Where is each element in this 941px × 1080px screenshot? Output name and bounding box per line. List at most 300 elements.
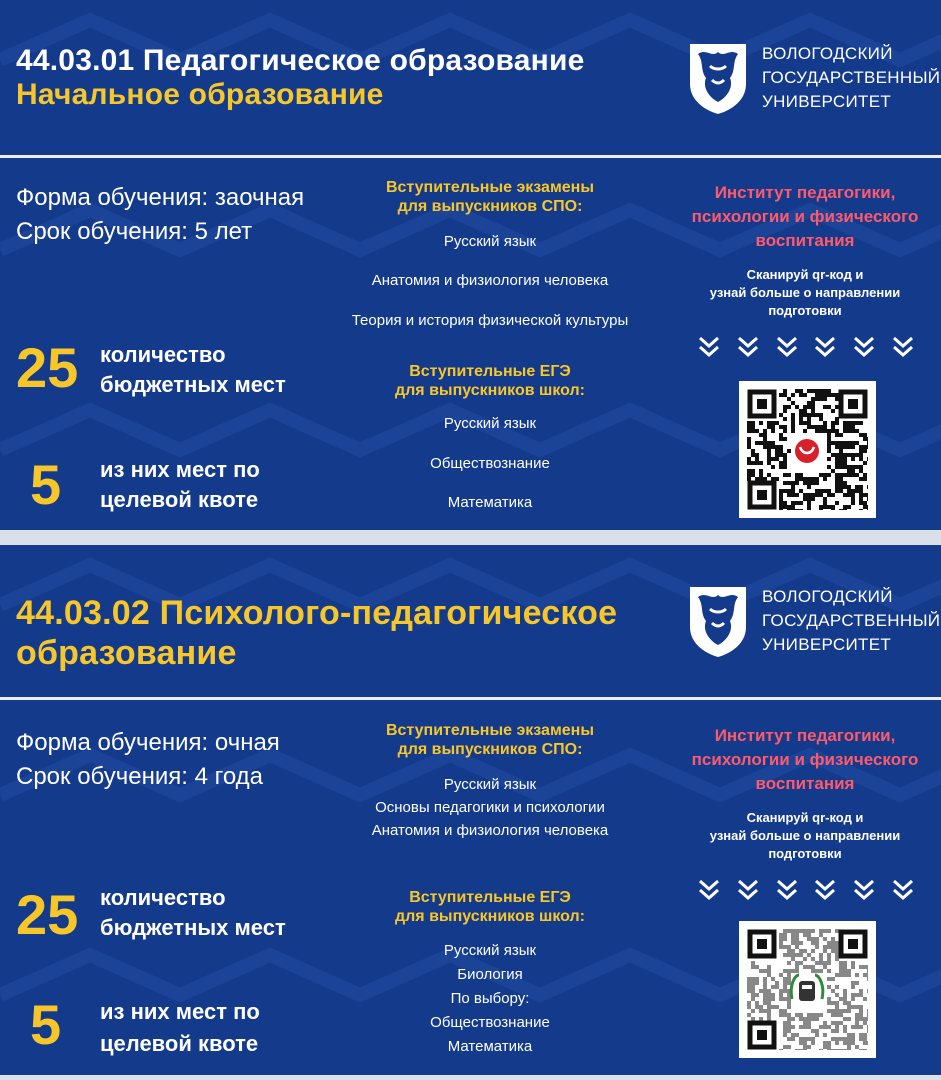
qr-module bbox=[807, 425, 811, 429]
qr-module bbox=[783, 425, 787, 429]
qr-module bbox=[811, 1013, 815, 1017]
qr-module bbox=[779, 997, 783, 1001]
qr-module bbox=[831, 453, 835, 457]
qr-module bbox=[747, 421, 751, 425]
qr-module bbox=[839, 473, 843, 477]
qr-module bbox=[867, 989, 868, 993]
qr-module bbox=[803, 481, 807, 485]
chevron-down-icon bbox=[812, 334, 838, 360]
qr-module bbox=[823, 1045, 827, 1049]
qr-module bbox=[859, 445, 863, 449]
chevrons-row bbox=[696, 877, 916, 905]
qr-module bbox=[831, 941, 835, 945]
qr-module bbox=[839, 433, 843, 437]
qr-module bbox=[851, 457, 855, 461]
qr-module bbox=[851, 489, 855, 493]
qr-module bbox=[851, 993, 855, 997]
qr-module bbox=[799, 509, 803, 510]
qr-module bbox=[863, 449, 867, 453]
qr-module bbox=[795, 1049, 799, 1050]
qr-module bbox=[747, 457, 751, 461]
qr-module bbox=[795, 937, 799, 941]
qr-module bbox=[835, 481, 839, 485]
qr-module bbox=[803, 929, 807, 933]
qr-module bbox=[791, 481, 795, 485]
qr-module bbox=[807, 1025, 811, 1029]
qr-module bbox=[851, 469, 855, 473]
qr-module bbox=[815, 1033, 819, 1037]
qr-module bbox=[755, 457, 759, 461]
qr-module bbox=[747, 461, 751, 465]
qr-module bbox=[859, 965, 863, 969]
qr-module bbox=[759, 433, 763, 437]
qr-module bbox=[779, 941, 783, 945]
qr-module bbox=[791, 957, 795, 961]
qr-module bbox=[791, 501, 795, 505]
qr-module bbox=[807, 509, 811, 510]
qr-module bbox=[831, 989, 835, 993]
qr-module bbox=[835, 393, 839, 397]
qr-module bbox=[847, 1041, 851, 1045]
qr-module bbox=[851, 421, 855, 425]
qr-module bbox=[831, 421, 835, 425]
qr-module bbox=[843, 969, 847, 973]
qr-module bbox=[783, 489, 787, 493]
qr-module bbox=[835, 453, 839, 457]
qr-module bbox=[763, 969, 767, 973]
qr-module bbox=[835, 957, 839, 961]
qr-module bbox=[779, 509, 783, 510]
qr-module bbox=[787, 981, 791, 985]
qr-module bbox=[859, 1017, 863, 1021]
qr-module bbox=[863, 473, 867, 477]
qr-module bbox=[771, 977, 775, 981]
qr-module bbox=[799, 501, 803, 505]
qr-module bbox=[827, 929, 831, 933]
qr-module bbox=[831, 441, 835, 445]
qr-module bbox=[847, 485, 851, 489]
qr-module bbox=[823, 949, 827, 953]
qr-module bbox=[835, 429, 839, 433]
qr-module bbox=[803, 1041, 807, 1045]
qr-module bbox=[767, 1017, 771, 1021]
qr-module bbox=[811, 405, 815, 409]
qr-module bbox=[835, 993, 839, 997]
qr-module bbox=[851, 445, 855, 449]
qr-module bbox=[843, 1029, 847, 1033]
qr-module bbox=[819, 505, 823, 509]
qr-module bbox=[755, 461, 759, 465]
qr-module bbox=[851, 997, 855, 1001]
qr-module bbox=[843, 993, 847, 997]
qr-module bbox=[863, 973, 867, 977]
chevron-down-icon bbox=[851, 334, 877, 360]
chevron-down-icon bbox=[851, 877, 877, 903]
qr-module bbox=[779, 445, 783, 449]
qr-module bbox=[803, 493, 807, 497]
qr-module bbox=[755, 1001, 759, 1005]
qr-module bbox=[823, 1021, 827, 1025]
qr-module bbox=[855, 973, 859, 977]
chevron-down-icon bbox=[812, 877, 838, 903]
ege-exam-item: Русский язык bbox=[443, 942, 537, 959]
qr-module bbox=[847, 465, 851, 469]
qr-module bbox=[819, 425, 823, 429]
qr-module bbox=[807, 497, 811, 501]
qr-module bbox=[747, 477, 751, 481]
qr-module bbox=[843, 453, 847, 457]
university-logo bbox=[686, 583, 941, 663]
qr-module bbox=[851, 441, 855, 445]
qr-module bbox=[867, 497, 868, 501]
qr-module bbox=[755, 977, 759, 981]
qr-module bbox=[835, 985, 839, 989]
qr-module bbox=[855, 441, 859, 445]
qr-module bbox=[771, 425, 775, 429]
ege-exam-item: Обществознание bbox=[430, 455, 550, 472]
qr-module bbox=[863, 1017, 867, 1021]
qr-module bbox=[815, 477, 819, 481]
qr-module bbox=[867, 1017, 868, 1021]
qr-module bbox=[779, 973, 783, 977]
qr-module bbox=[763, 433, 767, 437]
qr-module bbox=[779, 501, 783, 505]
qr-module bbox=[751, 985, 755, 989]
quota-label-line-2: целевой квоте bbox=[100, 487, 259, 512]
qr-module bbox=[835, 465, 839, 469]
qr-module bbox=[847, 1033, 851, 1037]
scan-hint-line-1: Сканируй qr-код и bbox=[746, 267, 864, 282]
qr-module bbox=[791, 493, 795, 497]
qr-module bbox=[867, 505, 868, 509]
qr-module bbox=[867, 437, 868, 441]
qr-module bbox=[751, 993, 755, 997]
qr-module bbox=[843, 509, 847, 510]
qr-module bbox=[795, 941, 799, 945]
qr-module bbox=[771, 477, 775, 481]
qr-module bbox=[843, 1001, 847, 1005]
qr-module bbox=[799, 1037, 803, 1041]
qr-module bbox=[839, 445, 843, 449]
qr-module bbox=[783, 969, 787, 973]
qr-module bbox=[795, 509, 799, 510]
qr-module bbox=[759, 469, 763, 473]
qr-module bbox=[847, 445, 851, 449]
qr-module bbox=[831, 937, 835, 941]
qr-module bbox=[819, 1049, 823, 1050]
qr-module bbox=[827, 941, 831, 945]
qr-module bbox=[843, 473, 847, 477]
qr-module bbox=[827, 1049, 831, 1050]
qr-module bbox=[867, 1029, 868, 1033]
qr-module bbox=[815, 493, 819, 497]
qr-module bbox=[791, 1033, 795, 1037]
qr-module bbox=[859, 493, 863, 497]
qr-module bbox=[835, 973, 839, 977]
qr-module bbox=[763, 985, 767, 989]
qr-module bbox=[799, 477, 803, 481]
qr-module bbox=[755, 441, 759, 445]
spo-exam-item: Анатомия и физиология человека bbox=[371, 822, 609, 839]
qr-module bbox=[855, 1045, 859, 1049]
institute-name-line-3: воспитания bbox=[755, 231, 855, 250]
qr-module bbox=[787, 473, 791, 477]
scan-hint-line-2: узнай больше о направлении bbox=[709, 828, 901, 843]
qr-module bbox=[803, 965, 807, 969]
qr-module bbox=[851, 1037, 855, 1041]
qr-module bbox=[791, 1017, 795, 1021]
qr-module bbox=[831, 509, 835, 510]
qr-module bbox=[831, 945, 835, 949]
qr-module bbox=[791, 937, 795, 941]
qr-module bbox=[779, 393, 783, 397]
qr-module bbox=[767, 989, 771, 993]
qr-module bbox=[795, 473, 799, 477]
qr-module bbox=[851, 1033, 855, 1037]
qr-module bbox=[863, 433, 867, 437]
qr-module bbox=[795, 501, 799, 505]
program-profile: Начальное образование bbox=[16, 78, 384, 111]
qr-module bbox=[843, 457, 847, 461]
qr-module bbox=[751, 1017, 755, 1021]
qr-module bbox=[799, 473, 803, 477]
qr-module bbox=[775, 477, 779, 481]
qr-module bbox=[799, 421, 803, 425]
qr-module bbox=[811, 1041, 815, 1045]
university-name-line-1: ВОЛОГОДСКИЙ bbox=[762, 44, 893, 63]
institute-name-line-2: психологии и физического bbox=[691, 750, 919, 769]
qr-module bbox=[859, 457, 863, 461]
qr-module bbox=[803, 1049, 807, 1050]
qr-module bbox=[791, 425, 795, 429]
qr-module bbox=[843, 989, 847, 993]
qr-module bbox=[859, 453, 863, 457]
qr-module bbox=[799, 417, 803, 421]
qr-module bbox=[755, 981, 759, 985]
qr-module bbox=[787, 493, 791, 497]
qr-module bbox=[859, 501, 863, 505]
qr-module bbox=[863, 1049, 867, 1050]
qr-module bbox=[803, 413, 807, 417]
qr-module bbox=[847, 1009, 851, 1013]
qr-module bbox=[835, 397, 839, 401]
qr-module bbox=[827, 997, 831, 1001]
qr-module bbox=[819, 397, 823, 401]
qr-module bbox=[807, 929, 811, 933]
qr-module bbox=[819, 417, 823, 421]
qr-module bbox=[783, 461, 787, 465]
qr-module bbox=[851, 453, 855, 457]
qr-module bbox=[759, 421, 763, 425]
qr-module bbox=[819, 429, 823, 433]
quota-count: 5 bbox=[30, 453, 62, 516]
qr-module bbox=[779, 933, 783, 937]
qr-module bbox=[791, 413, 795, 417]
qr-module bbox=[815, 1017, 819, 1021]
ege-exams-heading-1: Вступительные ЕГЭ bbox=[409, 889, 571, 906]
qr-module bbox=[811, 389, 815, 393]
qr-module bbox=[847, 473, 851, 477]
qr-module bbox=[827, 1009, 831, 1013]
qr-module bbox=[775, 457, 779, 461]
qr-module bbox=[823, 1033, 827, 1037]
qr-module bbox=[867, 1009, 868, 1013]
qr-module bbox=[795, 945, 799, 949]
qr-module bbox=[779, 945, 783, 949]
qr-module bbox=[787, 1021, 791, 1025]
qr-module bbox=[823, 425, 827, 429]
qr-module bbox=[863, 445, 867, 449]
qr-module bbox=[831, 425, 835, 429]
qr-module bbox=[775, 445, 779, 449]
qr-module bbox=[847, 1017, 851, 1021]
qr-module bbox=[859, 1025, 863, 1029]
qr-module bbox=[747, 425, 751, 429]
ege-exam-item: Биология bbox=[457, 966, 523, 983]
qr-module bbox=[755, 1005, 759, 1009]
qr-module bbox=[819, 957, 823, 961]
qr-module bbox=[771, 985, 775, 989]
qr-module bbox=[819, 413, 823, 417]
qr-module bbox=[803, 477, 807, 481]
vogu-emblem-icon bbox=[686, 583, 750, 659]
budget-count: 25 bbox=[16, 883, 79, 946]
qr-module bbox=[787, 1001, 791, 1005]
qr-module bbox=[847, 493, 851, 497]
qr-module bbox=[851, 465, 855, 469]
qr-module bbox=[827, 977, 831, 981]
qr-module bbox=[771, 441, 775, 445]
qr-module bbox=[807, 493, 811, 497]
qr-module bbox=[823, 429, 827, 433]
qr-module bbox=[807, 965, 811, 969]
qr-module bbox=[787, 945, 791, 949]
ege-exams-heading-1: Вступительные ЕГЭ bbox=[409, 363, 571, 380]
qr-module bbox=[831, 1013, 835, 1017]
qr-module bbox=[827, 1045, 831, 1049]
qr-module bbox=[847, 489, 851, 493]
quota-count: 5 bbox=[30, 993, 62, 1056]
qr-module bbox=[839, 973, 843, 977]
qr-module bbox=[847, 441, 851, 445]
qr-module bbox=[827, 405, 831, 409]
qr-module bbox=[807, 417, 811, 421]
qr-module bbox=[867, 441, 868, 445]
qr-module bbox=[855, 1017, 859, 1021]
qr-module bbox=[795, 933, 799, 937]
qr-module bbox=[851, 961, 855, 965]
qr-module bbox=[799, 389, 803, 393]
qr-module bbox=[803, 1025, 807, 1029]
qr-module bbox=[759, 441, 763, 445]
qr-module bbox=[747, 981, 751, 985]
qr-module bbox=[859, 1037, 863, 1041]
qr-module bbox=[755, 993, 759, 997]
qr-module bbox=[843, 421, 847, 425]
qr-code[interactable] bbox=[739, 381, 876, 518]
qr-module bbox=[835, 929, 839, 933]
qr-module bbox=[855, 465, 859, 469]
qr-module bbox=[807, 401, 811, 405]
qr-module bbox=[767, 993, 771, 997]
qr-code-icon[interactable] bbox=[747, 389, 868, 510]
qr-module bbox=[867, 977, 868, 981]
qr-module bbox=[839, 477, 843, 481]
qr-module bbox=[831, 493, 835, 497]
qr-module bbox=[783, 945, 787, 949]
qr-module bbox=[823, 397, 827, 401]
qr-module bbox=[815, 413, 819, 417]
qr-module bbox=[803, 1045, 807, 1049]
qr-module bbox=[823, 937, 827, 941]
qr-module bbox=[815, 961, 819, 965]
qr-module bbox=[747, 977, 751, 981]
qr-module bbox=[787, 949, 791, 953]
qr-module bbox=[767, 445, 771, 449]
qr-module bbox=[787, 505, 791, 509]
qr-module bbox=[795, 481, 799, 485]
qr-module bbox=[771, 465, 775, 469]
qr-module bbox=[863, 965, 867, 969]
qr-module bbox=[839, 961, 843, 965]
qr-module bbox=[759, 1005, 763, 1009]
qr-module bbox=[779, 433, 783, 437]
qr-module bbox=[839, 1021, 843, 1025]
qr-module bbox=[807, 933, 811, 937]
chevron-down-icon bbox=[774, 877, 800, 903]
qr-module bbox=[759, 461, 763, 465]
qr-module bbox=[815, 1029, 819, 1033]
qr-module bbox=[831, 429, 835, 433]
qr-module bbox=[867, 509, 868, 510]
university-logo bbox=[686, 40, 941, 120]
qr-module bbox=[835, 501, 839, 505]
university-name bbox=[762, 585, 940, 657]
qr-module bbox=[799, 1049, 803, 1050]
qr-module bbox=[815, 969, 819, 973]
qr-code-icon[interactable] bbox=[747, 929, 868, 1050]
qr-module bbox=[831, 409, 835, 413]
qr-module bbox=[807, 1017, 811, 1021]
qr-module bbox=[827, 429, 831, 433]
qr-module bbox=[827, 389, 831, 393]
qr-module bbox=[787, 509, 791, 510]
qr-module bbox=[863, 493, 867, 497]
spo-exam-item: Теория и история физической культуры bbox=[351, 312, 629, 329]
qr-module bbox=[843, 1009, 847, 1013]
qr-module bbox=[799, 1041, 803, 1045]
qr-module bbox=[787, 977, 791, 981]
qr-module bbox=[763, 981, 767, 985]
qr-module bbox=[779, 993, 783, 997]
budget-count: 25 bbox=[16, 336, 79, 399]
qr-module bbox=[791, 417, 795, 421]
qr-module bbox=[867, 445, 868, 449]
qr-module bbox=[787, 953, 791, 957]
qr-module bbox=[791, 505, 795, 509]
qr-module bbox=[827, 465, 831, 469]
qr-module bbox=[839, 509, 843, 510]
qr-module bbox=[747, 429, 751, 433]
qr-code[interactable] bbox=[739, 921, 876, 1058]
qr-module bbox=[843, 1017, 847, 1021]
qr-module bbox=[799, 953, 803, 957]
qr-module bbox=[751, 473, 755, 477]
qr-module bbox=[755, 429, 759, 433]
qr-module bbox=[803, 957, 807, 961]
qr-module bbox=[835, 473, 839, 477]
qr-module bbox=[839, 461, 843, 465]
